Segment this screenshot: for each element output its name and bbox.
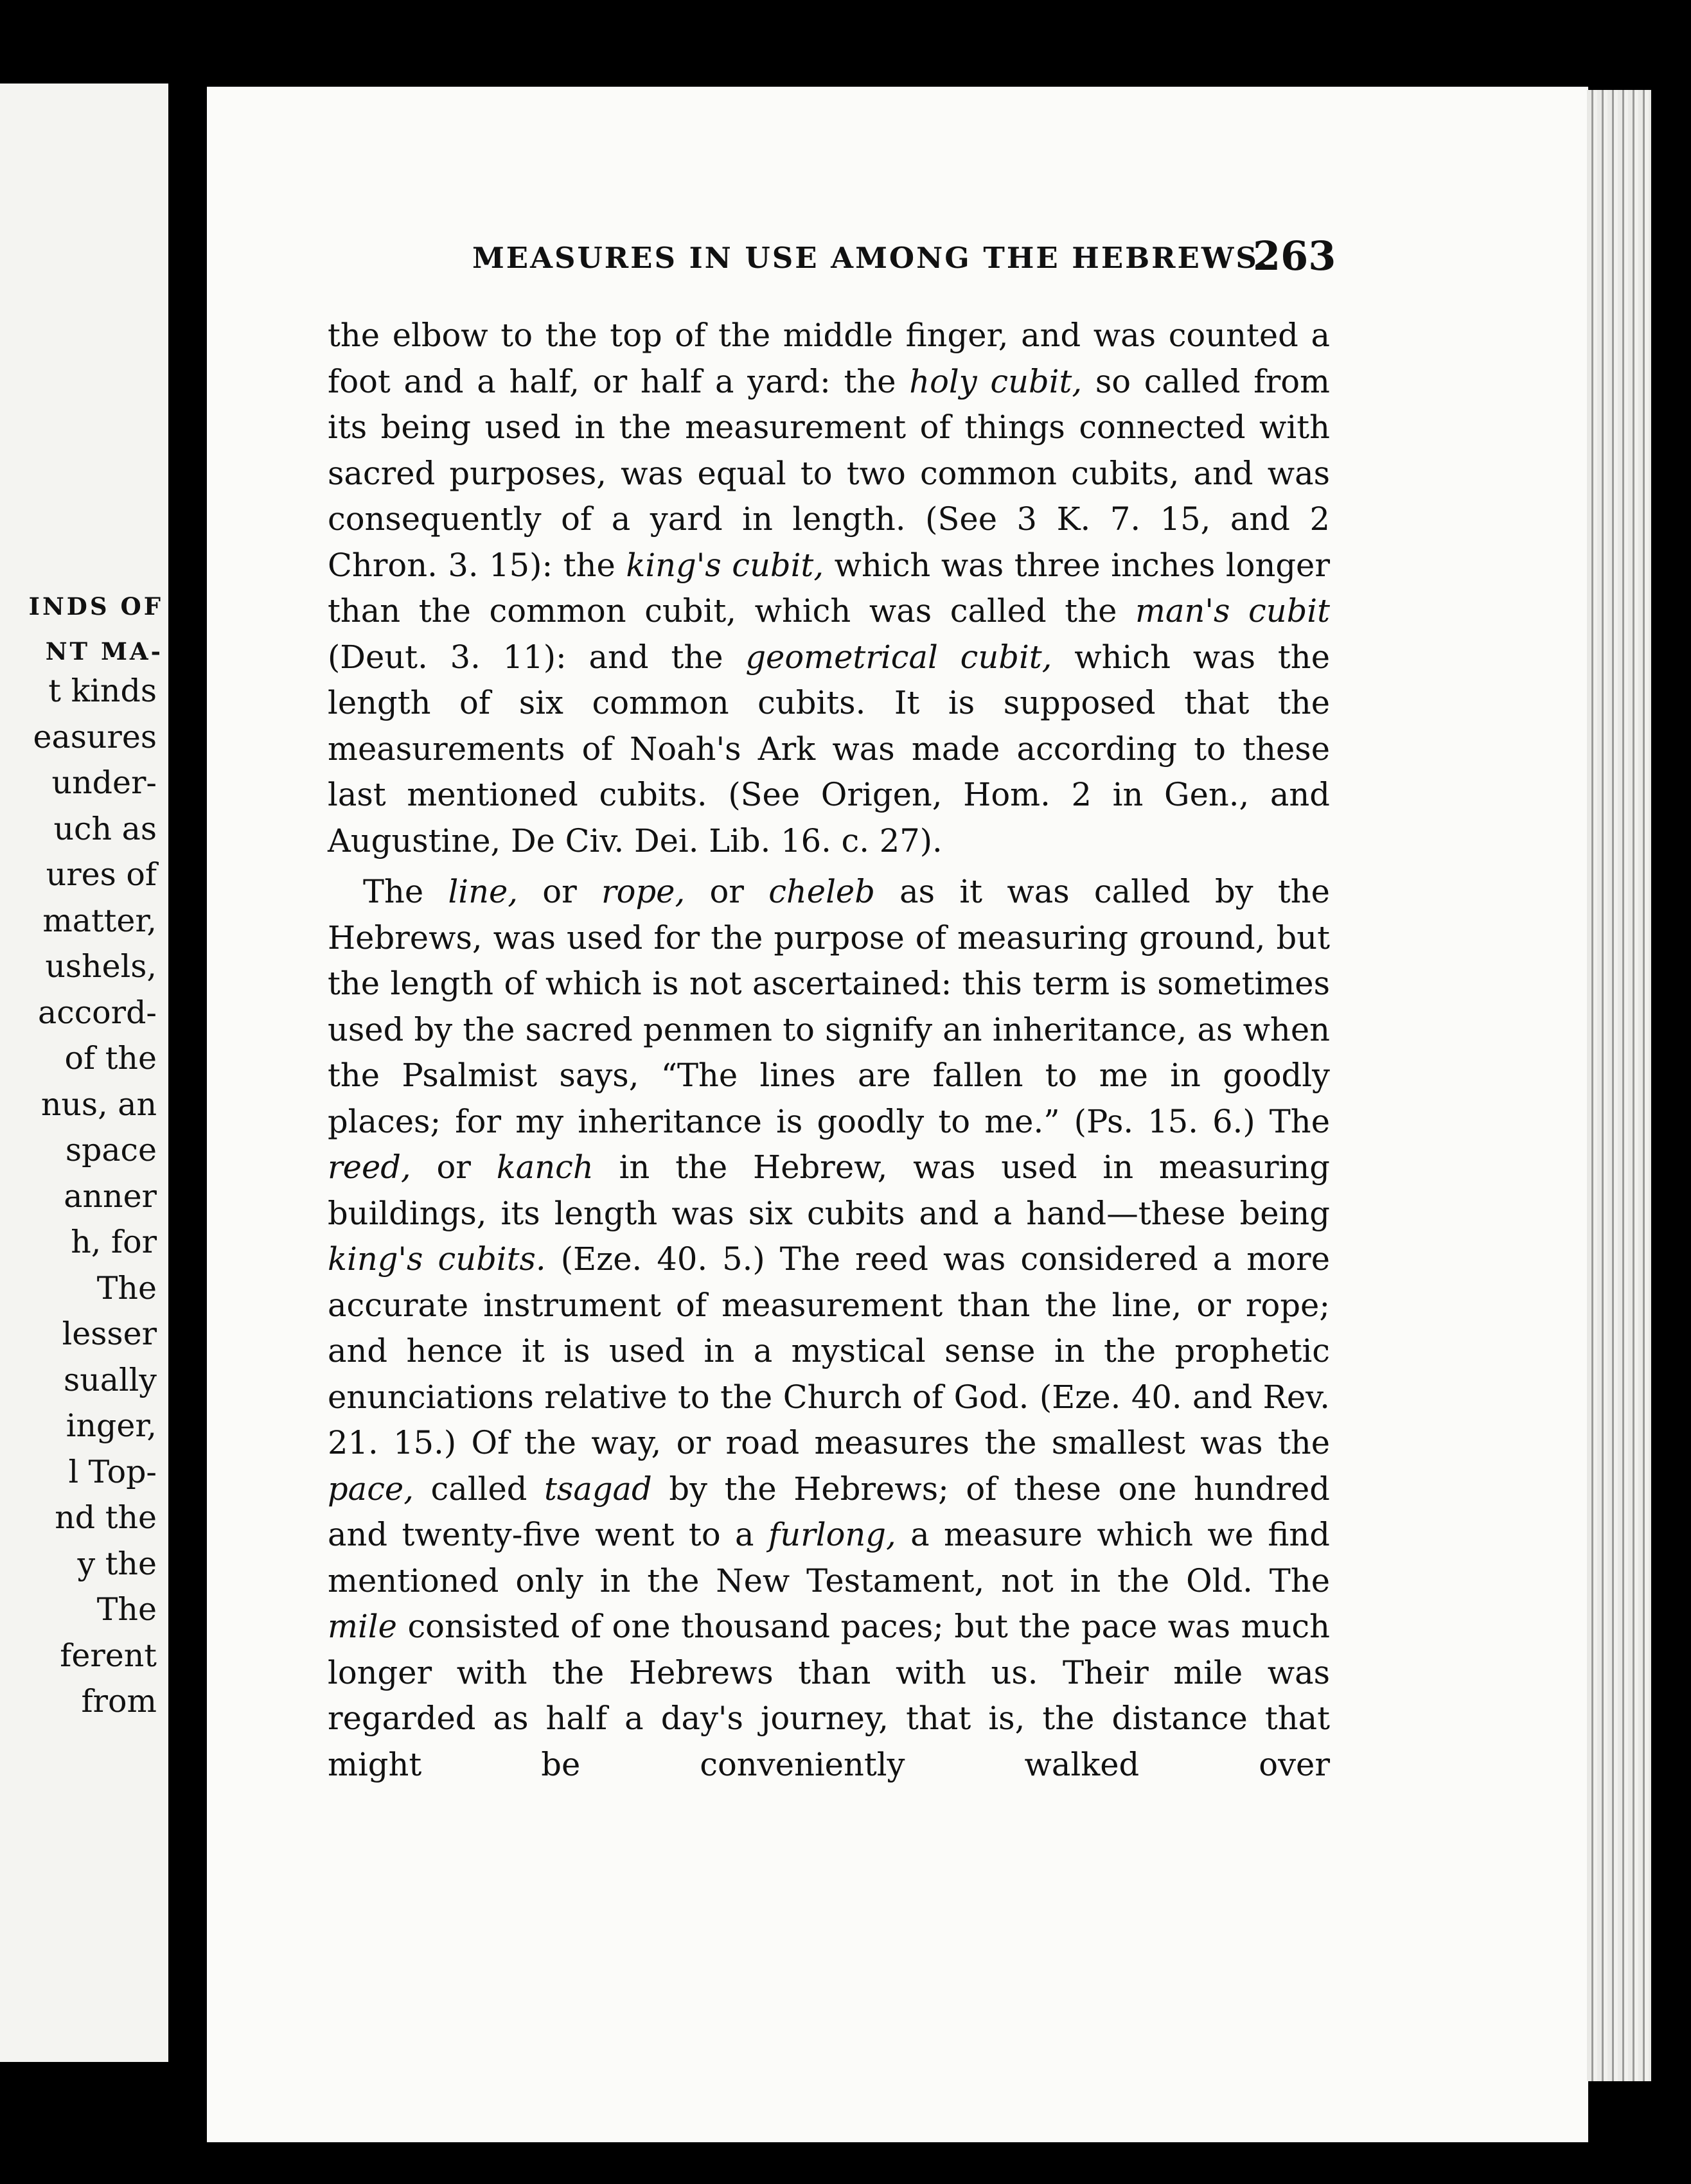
facing-page-line: anner [64, 1177, 157, 1215]
facing-page-line: The [96, 1269, 157, 1307]
facing-page-line: t kinds [48, 673, 157, 709]
facing-page-heading-line: NT MA- [45, 637, 163, 665]
page-edges [1587, 90, 1651, 2081]
emphasis: king's cubits. [328, 1240, 546, 1278]
emphasis: tsagad [544, 1470, 652, 1508]
facing-page-line: nus, an [40, 1086, 157, 1123]
book-gutter [168, 77, 207, 2075]
facing-page-line: lesser [62, 1316, 157, 1352]
facing-page-line: l Top- [68, 1453, 157, 1490]
facing-page-line: of the [64, 1040, 157, 1077]
emphasis: king's cubit, [626, 546, 824, 584]
facing-page-line: under- [51, 764, 157, 801]
facing-page-fragment [0, 84, 168, 2062]
facing-page-line: easures [33, 718, 157, 755]
emphasis: line, [448, 873, 518, 910]
facing-page-line: nd the [55, 1499, 157, 1536]
facing-page-line: from [81, 1683, 157, 1720]
facing-page-line: The [96, 1591, 157, 1628]
paragraph: the elbow to the top of the middle finger, and was counted a foot and a half, or half a yard: the holy cubit, so called from its being used in the measurement of things connected with sacred purposes, was equal to two common cubits, and was consequently of a yard in length. (See 3 K. 7. 15, and 2 Chron. 3. 15): the king's cubit, which was three inches longer than the common cubit, which was called the man's cubit (Deut. 3. 11): and the geometrical cubit, which was the length of six common cubits. It is supposed that the measurements of Noah's Ark was made according to these last mentioned cubits. (See Origen, Hom. 2 in Gen., and Augustine, De Civ. Dei. Lib. 16. c. 27). [328, 317, 1331, 859]
facing-page-line: matter, [42, 902, 157, 939]
body-text [328, 313, 1330, 1788]
emphasis: geometrical cubit, [745, 638, 1052, 676]
facing-page-line: h, for [71, 1224, 157, 1260]
facing-page-line: uch as [53, 810, 157, 847]
emphasis: cheleb [768, 873, 875, 910]
facing-page-heading-line: INDS OF [28, 592, 163, 621]
emphasis: furlong, [768, 1516, 896, 1553]
paragraph: The line, or rope, or cheleb as it was called by the Hebrews, was used for the purpose of measuring ground, but the length of which is not ascertained: this term is sometimes used by the sacred penmen to signify an inheritance, as when the Psalmist says, “The lines are fallen to me in goodly places; for my inheritance is goodly to me.” (Ps. 15. 6.) The reed, or kanch in the Hebrew, was used in measuring buildings, its length was six cubits and a hand—these being king's cubits. (Eze. 40. 5.) The reed was considered a more accurate instrument of measurement than the line, or rope; and hence it is used in a mystical sense in the prophetic enunciations relative to the Church of God. (Eze. 40. and Rev. 21. 15.) Of the way, or road measures the smallest was the pace, called tsagad by the Hebrews; of these one hundred and twenty-five went to a furlong, a measure which we find mentioned only in the New Testament, not in the Old. The mile consisted of one thousand paces; but the pace was much longer with the Hebrews than with us. Their mile was regarded as half a day's journey, that is, the distance that might be conveniently walked over [328, 873, 1330, 1783]
facing-page-line: ures of [46, 856, 157, 893]
facing-page-line: inger, [66, 1407, 157, 1444]
emphasis: holy cubit, [909, 362, 1083, 400]
facing-page-line: ushels, [45, 948, 157, 985]
facing-page-line: y the [77, 1545, 157, 1582]
running-head: MEASURES IN USE AMONG THE HEBREWS. [472, 241, 1270, 275]
emphasis: man's cubit [1135, 592, 1330, 630]
facing-page-line: space [65, 1132, 157, 1168]
emphasis: pace, [328, 1470, 414, 1508]
emphasis: rope, [601, 873, 686, 910]
facing-page-line: ferent [60, 1637, 157, 1674]
page-number: 263 [1253, 233, 1336, 279]
facing-page-line: accord- [38, 994, 157, 1031]
facing-page-line: sually [64, 1361, 157, 1398]
emphasis: reed, [328, 1149, 411, 1186]
emphasis: mile [328, 1608, 397, 1645]
emphasis: kanch [496, 1149, 594, 1186]
